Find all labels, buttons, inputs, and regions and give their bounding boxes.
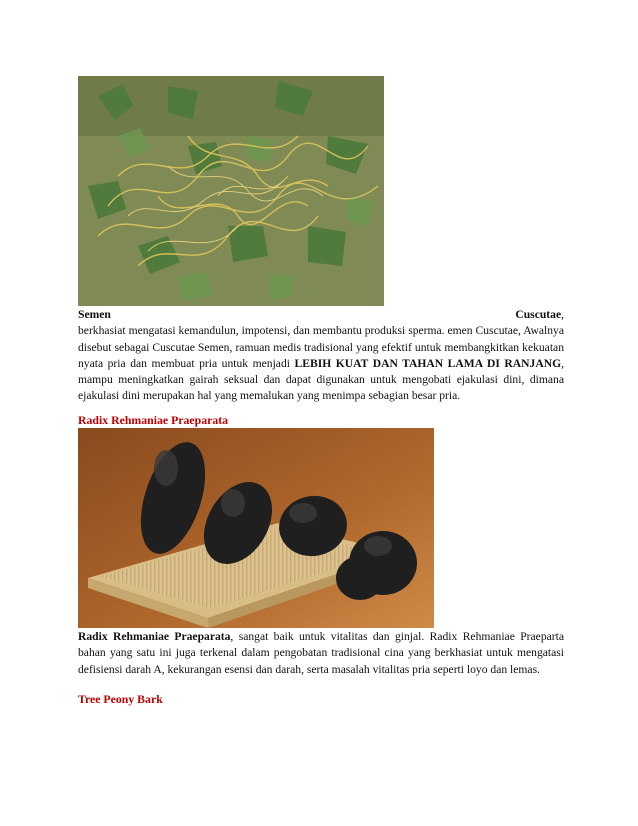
cuscutae-label-wrap — [515, 307, 564, 323]
cuscutae-emphasis: LEBIH KUAT DAN TAHAN LAMA DI RANJANG — [294, 356, 562, 370]
rehmannia-root-image — [78, 428, 434, 628]
cuscuta-plant-image — [78, 76, 384, 306]
cuscutae-body-text-2: , mampu meningkatkan gairah seksual dan dapat digunakan untuk mengobati ejakulasi dini, dimana ejakulasi dini merupakan hal yang memalukan yang menimpa sebagian besar pria. — [78, 356, 564, 403]
rehmaniae-heading: Radix Rehmaniae Praeparata — [78, 413, 229, 427]
cuscutae-title-line — [78, 307, 564, 323]
cuscutae-description — [78, 307, 564, 405]
cuscutae-label: Cuscutae — [515, 308, 562, 321]
semen-label: Semen — [78, 308, 111, 321]
rehmaniae-bold-term: Radix Rehmaniae Praeparata — [78, 630, 231, 643]
rehmaniae-description — [78, 629, 564, 678]
cuscutae-comma: , — [561, 308, 564, 321]
tree-peony-heading: Tree Peony Bark — [78, 692, 163, 706]
cuscutae-body-text-1: berkhasiat mengatasi kemandulun, impotensi, dan membantu produksi sperma. emen Cuscutae, Awalnya disebut sebagai Cuscutae Semen, ramuan medis tradisional yang efektif untuk membangkitkan kekuatan nyata pria dan membuat pria untuk menjadi — [78, 324, 564, 370]
rehmaniae-body-text: , sangat baik untuk vitalitas dan ginjal. Radix Rehmaniae Praeparta bahan yang satu ini juga terkenal dalam pengobatan tradisional cina yang berkhasiat untuk mengatasi defisiensi darah A, kekurangan esensi dan darah, serta masalah vitalitas pria seperti loyo dan lemas. — [78, 630, 564, 676]
